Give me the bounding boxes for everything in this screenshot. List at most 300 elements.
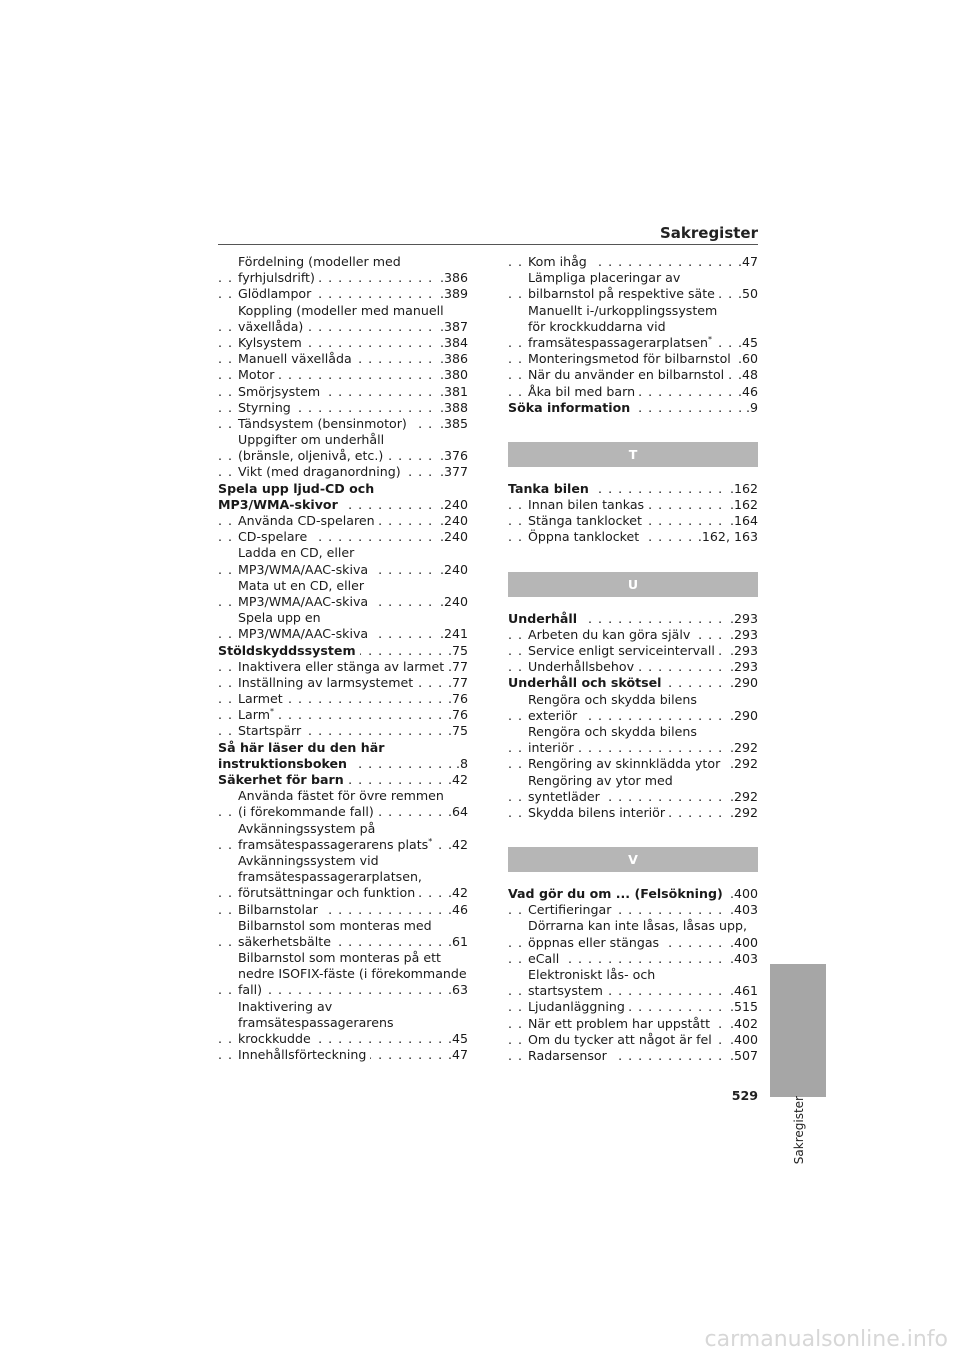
index-entry-label: syntetläder xyxy=(528,788,600,804)
index-entry-text xyxy=(238,675,417,690)
section-tab-label: Sakregister xyxy=(792,1096,806,1165)
index-entry-sub xyxy=(508,367,758,383)
index-entry-text xyxy=(238,723,305,738)
index-entry-label: exteriör xyxy=(528,707,578,723)
index-entry-sub xyxy=(508,740,758,756)
index-entry-text xyxy=(528,497,648,512)
index-entry-text xyxy=(238,902,322,917)
index-entry-label: Söka information xyxy=(508,399,631,415)
index-entry-label: framsätespassagerarplatsen xyxy=(528,334,708,350)
index-entry-label: Använda fästet för övre remmen xyxy=(238,788,444,804)
index-entry-text xyxy=(528,951,563,966)
index-entry-sub xyxy=(218,400,468,416)
index-entry-label: Kylsystem xyxy=(238,334,302,350)
index-entry-label: krockkudde xyxy=(238,1031,311,1046)
index-entry-text xyxy=(238,254,405,269)
index-entry-label: öppnas eller stängas xyxy=(528,934,660,950)
index-entry-sub xyxy=(508,513,758,529)
index-entry-text xyxy=(218,740,388,755)
index-entry-sub xyxy=(218,691,468,707)
index-page-ref: .47 xyxy=(734,254,758,270)
page-header-title: Sakregister xyxy=(659,224,758,242)
index-entry-sub xyxy=(218,804,468,820)
index-entry-sub xyxy=(218,837,468,853)
index-entry-sub xyxy=(508,497,758,513)
index-entry-main xyxy=(218,740,468,756)
index-entry-label: Tändsystem (bensinmotor) xyxy=(238,415,407,431)
index-column-right xyxy=(508,254,758,1064)
index-page-ref: .46 xyxy=(734,384,758,400)
index-entry-sub xyxy=(508,303,758,319)
index-page-ref: .241 xyxy=(436,626,468,642)
index-entry-sub xyxy=(218,723,468,739)
index-page-ref: .293 xyxy=(726,643,758,659)
index-entry-label: Skydda bilens interiör xyxy=(528,804,666,820)
index-page-ref: .292 xyxy=(726,805,758,821)
index-page-ref: .292 xyxy=(726,789,758,805)
index-entry-sub xyxy=(218,351,468,367)
index-entry-label: eCall xyxy=(528,950,560,966)
index-entry-label: Inaktivera eller stänga av larmet xyxy=(238,658,445,674)
index-entry-label: säkerhetsbälte xyxy=(238,933,331,949)
index-entry-sub xyxy=(218,286,468,302)
index-entry-text xyxy=(528,1032,716,1047)
index-entry-text xyxy=(238,400,295,415)
index-entry-text xyxy=(528,367,728,382)
index-page-ref: .76 xyxy=(444,691,468,707)
index-entry-text xyxy=(508,611,581,626)
index-entry-sub xyxy=(218,432,468,448)
index-entry-sub xyxy=(508,529,758,545)
index-entry-label: Innan bilen tankas xyxy=(528,497,645,513)
index-entry-text xyxy=(238,626,372,641)
index-entry-sub xyxy=(218,821,468,837)
index-entry-sub xyxy=(218,464,468,480)
index-page-ref: .507 xyxy=(726,1048,758,1064)
index-entry-label: Innehållsförteckning xyxy=(238,1047,367,1063)
index-entry-text xyxy=(238,804,378,819)
index-entry-label: MP3/WMA/AAC-skiva xyxy=(238,561,369,577)
index-page-ref: .292 xyxy=(726,740,758,756)
index-entry-sub xyxy=(218,918,468,934)
index-entry-label: Glödlampor xyxy=(238,286,312,302)
index-entry-label: Om du tycker att något är fel xyxy=(528,1031,712,1047)
index-entry-label: Arbeten du kan göra själv xyxy=(528,626,691,642)
index-entry-sub xyxy=(218,675,468,691)
index-entry-sub xyxy=(218,594,468,610)
index-entry-label: Underhåll xyxy=(508,610,578,626)
index-page-ref: .403 xyxy=(726,902,758,918)
index-page-ref: .240 xyxy=(436,562,468,578)
index-entry-sub xyxy=(508,724,758,740)
index-page-ref: .60 xyxy=(734,351,758,367)
index-entry-text xyxy=(528,643,719,658)
index-page-ref: .386 xyxy=(436,351,468,367)
index-entry-label: Motor xyxy=(238,367,275,383)
index-entry-label: Underhåll och skötsel xyxy=(508,675,662,691)
index-entry-sub xyxy=(218,885,468,901)
index-entry-main xyxy=(508,400,758,416)
index-entry-main xyxy=(508,886,758,902)
index-entry-text xyxy=(528,740,578,755)
index-page-ref: .384 xyxy=(436,335,468,351)
index-entry-text xyxy=(238,1015,398,1030)
index-entry-sub xyxy=(508,983,758,999)
index-entry-sub xyxy=(508,627,758,643)
index-entry-text xyxy=(508,400,634,415)
index-entry-sub xyxy=(508,659,758,675)
index-entry-main xyxy=(218,643,468,659)
index-entry-sub xyxy=(508,918,758,934)
index-entry-text xyxy=(238,869,426,884)
index-entry-sub xyxy=(218,707,468,723)
index-entry-sub xyxy=(218,659,468,675)
index-entry-text xyxy=(528,659,638,674)
index-entry-text xyxy=(238,610,325,625)
index-entry-label: Kom ihåg xyxy=(528,254,587,269)
index-entry-label: Stöldskyddssystem xyxy=(218,642,356,658)
index-entry-label: växellåda) xyxy=(238,318,304,334)
index-entry-sub xyxy=(508,935,758,951)
index-page-ref: .400 xyxy=(726,1032,758,1048)
index-page-ref: .162 xyxy=(726,481,758,497)
index-page-ref: .61 xyxy=(444,934,468,950)
index-page-ref: .400 xyxy=(726,935,758,951)
index-page-ref: .402 xyxy=(726,1016,758,1032)
index-entry-label: Inställning av larmsystemet xyxy=(238,674,414,690)
index-entry-label: Rengöra och skydda bilens xyxy=(528,691,697,707)
watermark: carmanualsonline.info xyxy=(704,1327,948,1352)
index-entry-text xyxy=(218,772,348,787)
index-entry-sub xyxy=(508,335,758,351)
index-entry-main xyxy=(218,497,468,513)
index-entry-label: Vad gör du om ... (Felsökning) xyxy=(508,886,723,902)
index-entry-sub xyxy=(508,1016,758,1032)
index-page-ref: .8 xyxy=(452,756,468,772)
index-entry-text xyxy=(528,335,716,350)
index-entry-sub xyxy=(218,254,468,270)
index-entry-sub xyxy=(508,902,758,918)
index-page-ref: .42 xyxy=(444,772,468,788)
index-entry-sub xyxy=(218,319,468,335)
index-page-ref: .63 xyxy=(444,982,468,998)
index-entry-label: Koppling (modeller med manuell xyxy=(238,302,444,318)
index-entry-label: Startspärr xyxy=(238,723,302,739)
index-entry-text xyxy=(218,756,351,771)
index-entry-text xyxy=(238,270,319,285)
index-entry-text xyxy=(508,675,665,690)
section-spacer xyxy=(508,416,758,442)
index-entry-label: Vikt (med draganordning) xyxy=(238,464,401,480)
index-entry-label: Certifieringar xyxy=(528,902,612,918)
index-page-ref: .42 xyxy=(444,885,468,901)
index-page-ref: .290 xyxy=(726,675,758,691)
index-entry-text xyxy=(528,303,721,318)
index-entry-sub xyxy=(508,951,758,967)
letter-section-bar: U xyxy=(508,572,758,597)
index-entry-text xyxy=(528,692,701,707)
index-entry-text xyxy=(528,967,659,982)
index-entry-text xyxy=(238,513,379,528)
index-entry-label: Säkerhet för barn xyxy=(218,772,344,787)
index-entry-label: interiör xyxy=(528,740,574,756)
index-entry-label: fyrhjulsdrift) xyxy=(238,270,315,286)
index-page-ref: .76 xyxy=(444,707,468,723)
section-tab xyxy=(770,964,826,1097)
index-entry-text xyxy=(528,1048,611,1063)
index-entry-sub xyxy=(508,286,758,302)
index-entry-text xyxy=(218,497,342,512)
index-entry-sub xyxy=(218,529,468,545)
index-entry-text xyxy=(238,821,379,836)
index-entry-text xyxy=(528,773,677,788)
index-entry-text xyxy=(238,529,311,544)
index-entry-label: startsystem xyxy=(528,983,603,999)
index-entry-sub xyxy=(218,999,468,1015)
index-entry-text xyxy=(238,594,372,609)
index-entry-text xyxy=(238,982,266,997)
index-entry-text xyxy=(238,934,335,949)
index-entry-label: Elektroniskt lås- och xyxy=(528,967,656,982)
index-entry-sub xyxy=(218,367,468,383)
index-entry-label: Använda CD-spelaren xyxy=(238,513,375,528)
index-entry-main xyxy=(508,481,758,497)
section-spacer xyxy=(508,546,758,572)
index-entry-label: Bilbarnstol som monteras på ett xyxy=(238,950,441,966)
index-entry-label: Rengöra och skydda bilens xyxy=(528,723,697,739)
index-entry-text xyxy=(528,789,604,804)
section-spacer xyxy=(508,597,758,611)
index-entry-sub xyxy=(508,773,758,789)
index-entry-label: Manuellt i-/urkopplingssystem xyxy=(528,302,718,318)
index-entry-text xyxy=(238,837,436,852)
index-entry-text xyxy=(528,254,591,269)
index-entry-label: Bilbarnstolar xyxy=(238,901,318,917)
index-entry-sub xyxy=(218,1047,468,1063)
index-entry-text xyxy=(238,659,448,674)
index-entry-text xyxy=(528,351,735,366)
index-page-ref: .377 xyxy=(436,464,468,480)
index-entry-label: Lämpliga placeringar av xyxy=(528,270,681,286)
index-page-ref: .385 xyxy=(436,416,468,432)
index-page-ref: .162 xyxy=(726,497,758,513)
index-entry-text xyxy=(238,367,278,382)
index-entry-label: för krockkuddarna vid xyxy=(528,318,666,334)
index-entry-sub xyxy=(218,982,468,998)
index-entry-label: Spela upp en xyxy=(238,610,321,626)
index-entry-sub xyxy=(508,805,758,821)
index-entry-text xyxy=(238,351,356,366)
index-entry-label: (bränsle, oljenivå, etc.) xyxy=(238,448,384,464)
index-entry-sub xyxy=(218,416,468,432)
index-entry-sub xyxy=(508,319,758,335)
section-spacer xyxy=(508,872,758,886)
index-entry-label: förutsättningar och funktion xyxy=(238,885,416,901)
index-entry-label: Dörrarna kan inte låsas, låsas upp, xyxy=(528,918,747,934)
index-entry-label: Monteringsmetod för bilbarnstol xyxy=(528,351,731,367)
index-page-ref: .290 xyxy=(726,708,758,724)
footnote-marker: * xyxy=(428,836,433,846)
index-page-ref: .380 xyxy=(436,367,468,383)
index-entry-sub xyxy=(508,708,758,724)
index-entry-label: Rengöring av skinnklädda ytor xyxy=(528,756,721,772)
index-entry-label: framsätespassagerarens plats xyxy=(238,836,429,852)
index-entry-sub xyxy=(218,610,468,626)
index-entry-text xyxy=(238,1047,370,1062)
index-entry-text xyxy=(528,724,701,739)
index-entry-label: Bilbarnstol som monteras med xyxy=(238,917,432,933)
index-entry-label: Så här läser du den här xyxy=(218,739,385,755)
index-entry-text xyxy=(528,270,684,285)
index-entry-main xyxy=(218,481,468,497)
index-entry-sub xyxy=(508,254,758,270)
index-entry-text xyxy=(238,999,336,1014)
index-entry-text xyxy=(238,286,315,301)
index-entry-sub xyxy=(218,788,468,804)
index-entry-sub xyxy=(218,545,468,561)
letter-section-bar: V xyxy=(508,847,758,872)
index-entry-main xyxy=(508,675,758,691)
letter-section-bar: T xyxy=(508,442,758,467)
index-page-ref: .387 xyxy=(436,319,468,335)
index-entry-text xyxy=(238,885,419,900)
index-page-ref: .240 xyxy=(436,513,468,529)
index-entry-text xyxy=(218,481,378,496)
index-entry-text xyxy=(528,627,694,642)
index-entry-sub xyxy=(218,384,468,400)
index-entry-text xyxy=(238,335,306,350)
index-entry-sub xyxy=(218,966,468,982)
index-page-ref: .42 xyxy=(444,837,468,853)
index-entry-sub xyxy=(218,1031,468,1047)
index-entry-text xyxy=(528,384,639,399)
index-entry-label: Stänga tanklocket xyxy=(528,513,642,529)
index-entry-text xyxy=(238,432,388,447)
index-entry-text xyxy=(528,983,607,998)
footnote-marker: * xyxy=(269,707,274,717)
index-entry-label: Ladda en CD, eller xyxy=(238,545,355,561)
index-entry-label: framsätespassagerarplatsen, xyxy=(238,869,422,885)
index-page-ref: .162, 163 xyxy=(694,529,758,545)
index-page-ref: .388 xyxy=(436,400,468,416)
index-entry-text xyxy=(218,643,360,658)
index-page-ref: .45 xyxy=(734,335,758,351)
index-page-ref: .50 xyxy=(734,286,758,302)
index-entry-sub xyxy=(508,999,758,1015)
index-entry-label: Radarsensor xyxy=(528,1047,607,1063)
index-entry-sub xyxy=(508,1048,758,1064)
index-page-ref: .389 xyxy=(436,286,468,302)
index-entry-text xyxy=(238,918,436,933)
index-entry-sub xyxy=(508,756,758,772)
index-entry-text xyxy=(238,578,368,593)
index-entry-label: Fördelning (modeller med xyxy=(238,254,401,269)
index-page-ref: .515 xyxy=(726,999,758,1015)
index-entry-label: Uppgifter om underhåll xyxy=(238,432,385,448)
index-entry-label: (i förekommande fall) xyxy=(238,804,374,820)
index-page-ref: .292 xyxy=(726,756,758,772)
index-entry-text xyxy=(528,319,670,334)
index-entry-text xyxy=(528,902,615,917)
index-page-ref: .75 xyxy=(444,643,468,659)
index-page-ref: .240 xyxy=(436,594,468,610)
index-page-ref: .400 xyxy=(726,886,758,902)
index-entry-text xyxy=(528,935,663,950)
index-entry-label: MP3/WMA-skivor xyxy=(218,496,338,512)
footnote-marker: * xyxy=(707,334,712,344)
index-entry-main xyxy=(218,772,468,788)
index-entry-text xyxy=(238,464,405,479)
index-entry-text xyxy=(528,918,751,933)
index-entry-label: Mata ut en CD, eller xyxy=(238,577,365,593)
index-entry-main xyxy=(508,611,758,627)
index-entry-sub xyxy=(218,869,468,885)
section-spacer xyxy=(508,467,758,481)
index-entry-text xyxy=(238,950,445,965)
index-entry-text xyxy=(238,707,278,722)
index-entry-sub xyxy=(218,853,468,869)
index-entry-sub xyxy=(508,351,758,367)
index-page-ref: .293 xyxy=(726,659,758,675)
index-entry-main xyxy=(218,756,468,772)
index-entry-text xyxy=(238,416,411,431)
index-entry-sub xyxy=(508,1032,758,1048)
index-entry-label: CD-spelare xyxy=(238,529,308,545)
index-entry-sub xyxy=(218,270,468,286)
index-entry-sub xyxy=(218,1015,468,1031)
index-entry-text xyxy=(238,562,372,577)
index-page-ref: .45 xyxy=(444,1031,468,1047)
index-entry-label: bilbarnstol på respektive säte xyxy=(528,286,715,302)
index-entry-label: MP3/WMA/AAC-skiva xyxy=(238,626,369,642)
index-page-ref: .48 xyxy=(734,367,758,383)
index-entry-label: Styrning xyxy=(238,399,291,415)
index-page-ref: .376 xyxy=(436,448,468,464)
index-entry-label: Larmet xyxy=(238,691,283,707)
index-entry-text xyxy=(238,545,358,560)
index-entry-label: nedre ISOFIX-fäste (i förekommande xyxy=(238,966,467,982)
index-entry-sub xyxy=(218,335,468,351)
index-entry-label: Ljudanläggning xyxy=(528,999,625,1015)
index-page-ref: .403 xyxy=(726,951,758,967)
index-page-ref: .77 xyxy=(444,659,468,675)
index-entry-label: Smörjsystem xyxy=(238,383,321,399)
index-entry-text xyxy=(238,788,448,803)
index-entry-label: Rengöring av ytor med xyxy=(528,772,673,788)
index-entry-sub xyxy=(218,562,468,578)
index-entry-label: När du använder en bilbarnstol xyxy=(528,367,725,383)
index-entry-label: När ett problem har uppstått xyxy=(528,1015,711,1031)
index-entry-label: Larm xyxy=(238,707,270,723)
index-entry-text xyxy=(238,319,307,334)
index-entry-text xyxy=(528,529,643,544)
index-entry-sub xyxy=(508,789,758,805)
index-entry-label: Inaktivering av xyxy=(238,998,333,1014)
index-entry-label: Avkänningssystem vid xyxy=(238,852,379,868)
index-page-ref: .64 xyxy=(444,804,468,820)
index-entry-text xyxy=(528,286,719,301)
index-entry-label: fall) xyxy=(238,982,263,998)
index-page-ref: .164 xyxy=(726,513,758,529)
index-entry-label: Manuell växellåda xyxy=(238,351,352,367)
index-entry-text xyxy=(528,756,724,771)
index-entry-sub xyxy=(218,626,468,642)
index-entry-text xyxy=(528,513,646,528)
index-entry-sub xyxy=(218,303,468,319)
index-entry-text xyxy=(238,303,448,318)
index-entry-sub xyxy=(508,384,758,400)
index-entry-text xyxy=(528,805,669,820)
